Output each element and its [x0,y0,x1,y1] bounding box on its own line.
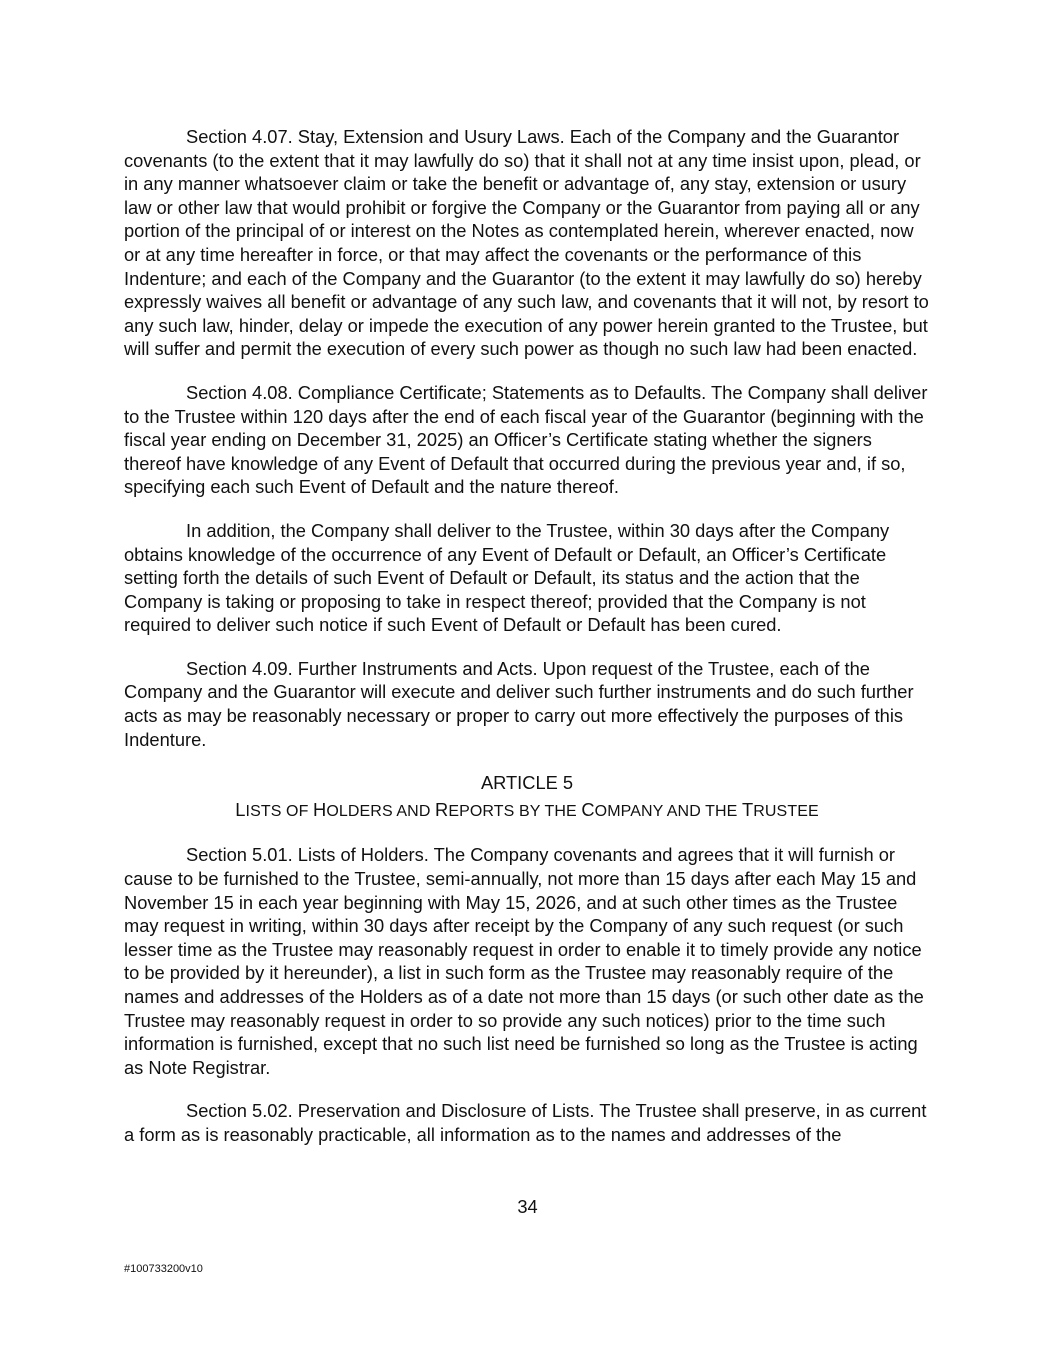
section-5-01-paragraph: Section 5.01. Lists of Holders. The Company covenants and agrees that it will furnish or cause to be furnished to the Trustee, semi-annually, not more than 15 days after each May 15 and November 15 in each year beginning with May 15, 2026, and at such other times as the Trustee may request in writing, within 30 days after receipt by the Company of any such request (or such lesser time as the Trustee may reasonably request in order to enable it to timely provide any notice to be provided by it hereunder), a list in such form as the Trustee may reasonably require of the names and addresses of the Holders as of a date not more than 15 days (or such other date as the Trustee may reasonably request in order to so provide any such notices) prior to the time such information is furnished, except that no such list need be furnished so long as the Trustee is acting as Note Registrar. [124,844,924,1078]
subtitle-part: RUSTEE [753,802,819,820]
subtitle-part: EPORTS BY THE [448,802,582,820]
section-4-07-paragraph: Section 4.07. Stay, Extension and Usury Laws. Each of the Company and the Guarantor covenants (to the extent that it may lawfully do so) that it shall not at any time insist upon, plead, or in any manner whatsoever claim or take the benefit or advantage of, any stay, extension or usury law or other law that would prohibit or forgive the Company or the Guarantor from paying all or any portion of the principal of or interest on the Notes as contemplated herein, wherever enacted, now or at any time hereafter in force, or that may affect the covenants or the performance of this Indenture; and each of the Company and the Guarantor (to the extent it may lawfully do so) hereby expressly waives all benefit or advantage of any such law, and covenants that it will not, by resort to any such law, hinder, delay or impede the execution of any power herein granted to the Trustee, but will suffer and permit the execution of every such power as though no such law had been enacted. [124,126,929,360]
subtitle-part: H [313,798,327,820]
page-number: 34 [517,1196,538,1217]
page-body [124,125,930,1167]
additional-notice-paragraph: In addition, the Company shall deliver to the Trustee, within 30 days after the Company obtains knowledge of the occurrence of any Event of Default or Default, an Officer’s Certificate setting forth the details of such Event of Default or Default, its status and the action that the Company is taking or proposing to take in respect thereof; provided that the Company is not required to deliver such notice if such Event of Default or Default has been cured. [124,519,890,636]
subtitle-part: ISTS OF [245,802,314,820]
section-4-09-paragraph: Section 4.09. Further Instruments and Acts. Upon request of the Trustee, each of the Company and the Guarantor will execute and deliver such further instruments and do such further acts as may be reasonably necessary or proper to carry out more effectively the purposes of this Indenture. [124,657,914,750]
subtitle-part: OLDERS AND [326,802,436,820]
subtitle-part: T [741,798,754,820]
subtitle-part: OMPANY AND THE [594,802,742,820]
subtitle-part: R [435,798,449,820]
section-4-08-paragraph: Section 4.08. Compliance Certificate; Statements as to Defaults. The Company shall deliver to the Trustee within 120 days after the end of each fiscal year of the Guarantor (beginning with the fiscal year ending on December 31, 2025) an Officer’s Certificate stating whether the signers thereof have knowledge of any Event of Default that occurred during the previous year and, if so, specifying each such Event of Default and the nature thereof. [124,381,928,498]
document-id: #100733200v10 [124,1263,203,1275]
article-subtitle [124,798,930,824]
section-5-02-paragraph: Section 5.02. Preservation and Disclosure of Lists. The Trustee shall preserve, in as current a form as is reasonably practicable, all information as to the names and addresses of the [124,1100,927,1145]
subtitle-part: C [581,798,595,820]
article-title: ARTICLE 5 [480,772,574,794]
subtitle-part: L [235,798,246,820]
